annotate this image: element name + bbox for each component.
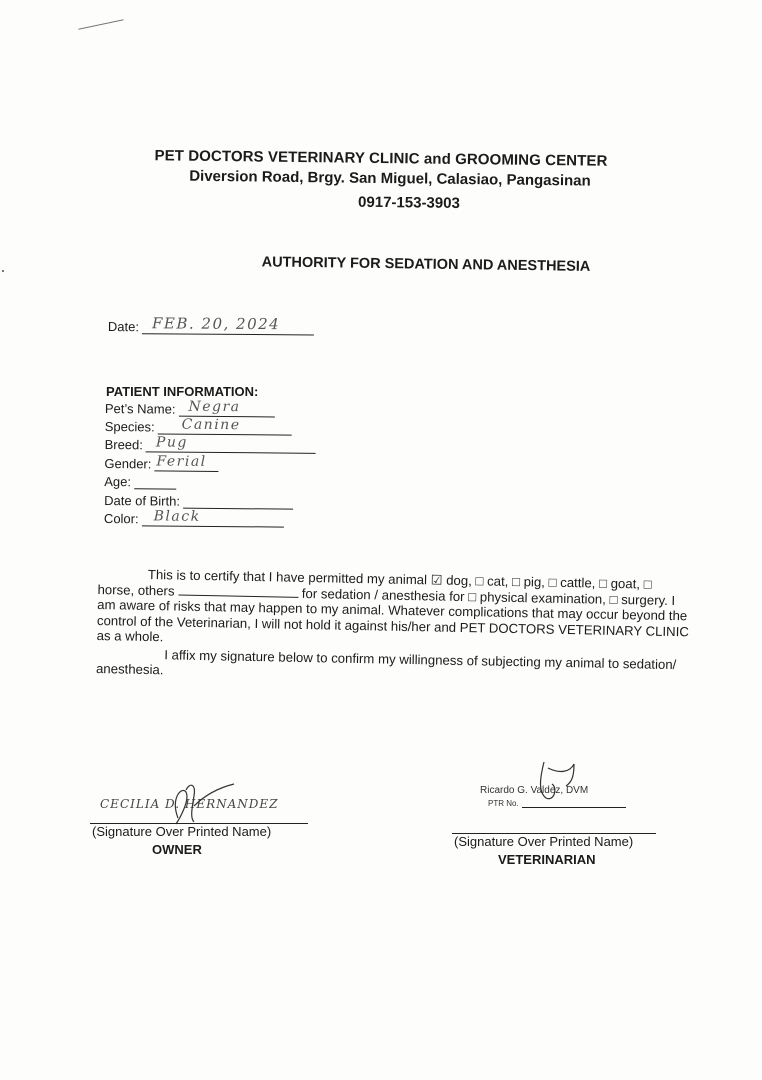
ptr-number-field (488, 798, 626, 808)
breed-field (105, 436, 316, 454)
veterinarian-signature-caption: (Signature Over Printed Name) (454, 834, 634, 849)
consent-para1-end: for sedation / anesthesia for □ physical examination, □ surgery. I am aware of risks that may happen to my animal. Whatever complications that may occur beyond the control of the Veterinarian, I will not hold it against his/her and PET DOCTORS VETERINARY CLINIC as a whole. (96, 585, 689, 645)
age-blank (134, 473, 176, 489)
pet-name-blank (178, 398, 274, 418)
age-field (104, 473, 176, 490)
date-of-birth-field (104, 492, 293, 510)
scan-artifact (78, 19, 123, 30)
consent-paragraph-2: I affix my signature below to confirm my willingness of subjecting my animal to sedation/ anesthesia. (95, 646, 677, 678)
consent-para1-start: This is to certify that I have permitted my animal ☑ dog, □ cat, □ pig, □ cattle, □ goat, □ horse, others (97, 566, 652, 598)
gender-blank (154, 455, 218, 472)
date-value: FEB. 20, 2024 (151, 314, 281, 334)
date-field (107, 314, 314, 335)
color-field (104, 510, 284, 528)
scan-artifact (2, 270, 4, 272)
consent-statement (96, 566, 690, 688)
species-blank (158, 418, 292, 435)
color-blank (142, 510, 284, 527)
clinic-phone: 0917-153-3903 (358, 193, 460, 212)
veterinarian-printed-name: Ricardo G. Valdez, DVM (480, 785, 589, 796)
others-blank (178, 583, 298, 597)
pet-name-label: Pet’s Name: (104, 400, 176, 417)
date-of-birth-blank (183, 493, 293, 510)
owner-signature (160, 778, 240, 828)
pet-name-field (105, 400, 275, 417)
owner-signature-caption: (Signature Over Printed Name) (92, 824, 272, 839)
species-value: Canine (181, 416, 241, 434)
age-label: Age: (104, 473, 132, 490)
date-label: Date: (107, 318, 140, 335)
owner-signature-block (90, 823, 312, 857)
owner-printed-name: CECILIA D. HERNANDEZ (100, 797, 279, 811)
gender-value: Ferial (156, 453, 207, 470)
clinic-address: Diversion Road, Brgy. San Miguel, Calasiao, Pangasinan (189, 167, 591, 190)
veterinarian-signature-block (452, 833, 658, 867)
species-field (105, 418, 292, 436)
patient-info-heading: PATIENT INFORMATION: (106, 384, 259, 399)
date-of-birth-label: Date of Birth: (104, 492, 181, 509)
color-value: Black (153, 508, 201, 525)
breed-value: Pug (155, 434, 188, 451)
ptr-blank (522, 798, 626, 808)
date-blank (142, 314, 314, 335)
color-label: Color: (103, 510, 139, 527)
clinic-name: PET DOCTORS VETERINARY CLINIC and GROOMING CENTER (154, 147, 608, 170)
species-label: Species: (104, 418, 155, 435)
ptr-label: PTR No. (488, 799, 519, 808)
breed-label: Breed: (104, 436, 143, 453)
breed-blank (146, 436, 316, 453)
consent-paragraph-1 (97, 566, 690, 655)
veterinarian-role: VETERINARIAN (498, 852, 596, 867)
document-title: AUTHORITY FOR SEDATION AND ANESTHESIA (261, 254, 591, 275)
pet-name-value: Negra (188, 398, 241, 416)
gender-label: Gender: (104, 455, 152, 472)
owner-role: OWNER (152, 842, 202, 857)
gender-field (104, 455, 218, 472)
